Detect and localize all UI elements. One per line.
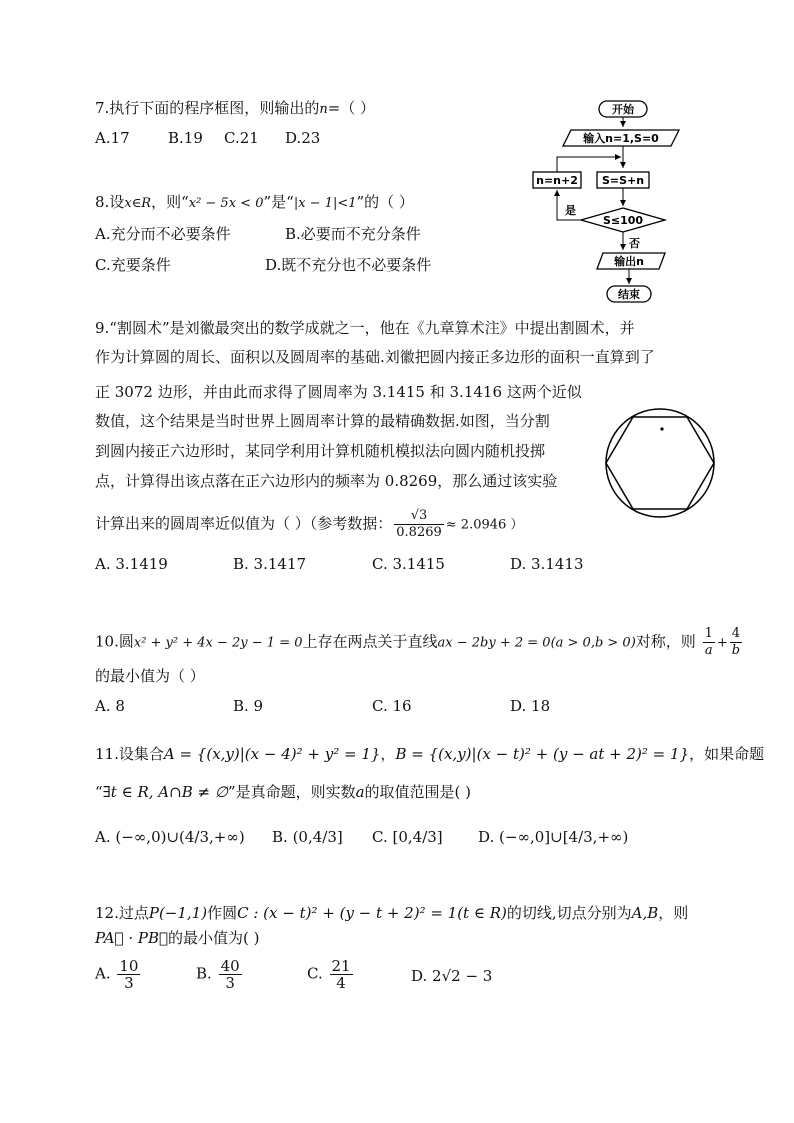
q12-stem: 12.过点P(−1,1)作圆C : (x − t)² + (y − t + 2)² = 1(t ∈ R)的切线,切点分别为A,B，则 xyxy=(95,904,689,922)
flow-left-box-label: n=n+2 xyxy=(536,174,578,187)
flow-end-label: 结束 xyxy=(618,288,640,301)
q8-stem: 8.设x∈R，则“x² − 5x < 0”是“|x − 1|<1”的（ ） xyxy=(95,193,414,211)
q12-option-b-fraction: $\frac{40}{3}$ xyxy=(220,957,240,992)
q12-option-c-fraction: $\frac{21}{4}$ xyxy=(331,957,351,992)
q11-option-b: B. (0,4/3] xyxy=(272,828,343,846)
q11-option-d: D. (−∞,0]∪[4/3,+∞) xyxy=(478,828,629,846)
q10-fraction-2: $\frac{4}{b}$ xyxy=(731,626,741,658)
q12-option-a-fraction: $\frac{10}{3}$ xyxy=(119,957,139,992)
inscribed-hexagon xyxy=(606,417,714,509)
q12-option-c: C. $\frac{21}{4}$ xyxy=(307,957,351,992)
q10-line-2: 的最小值为（ ） xyxy=(95,667,205,685)
q9-option-b: B. 3.1417 xyxy=(233,555,307,573)
q12-option-a: A. $\frac{10}{3}$ xyxy=(95,957,139,992)
flow-input-label: 输入n=1,S=0 xyxy=(583,132,659,145)
q10-option-a: A. 8 xyxy=(95,697,125,715)
flow-yes-label: 是 xyxy=(565,204,576,217)
q8-option-d: D.既不充分也不必要条件 xyxy=(265,256,432,274)
q9-option-d: D. 3.1413 xyxy=(510,555,584,573)
flow-no-label: 否 xyxy=(629,237,640,250)
q9-line-5: 到圆内接正六边形时，某同学利用计算机随机模拟法向圆内随机投掷 xyxy=(95,442,546,460)
q8-option-c: C.充要条件 xyxy=(95,256,171,274)
q11-line-2: “∃t ∈ R, A∩B ≠ ∅”是真命题，则实数a的取值范围是( ) xyxy=(95,783,472,801)
flow-decision-label: S≤100 xyxy=(602,214,644,227)
hexagon-circle-figure xyxy=(600,407,720,519)
q9-line-1: 9.“割圆术”是刘徽最突出的数学成就之一，他在《九章算术注》中提出割圆术，并 xyxy=(95,319,635,337)
flowchart xyxy=(525,95,685,307)
q9-line-7: 计算出来的圆周率近似值为（ ）（参考数据： $\frac{√3}{0.8269}$ ≈ 2.0946 ） xyxy=(95,508,524,540)
flow-sum-box-label: S=S+n xyxy=(601,174,645,187)
q12-line-2: PA⃗ · PB⃗的最小值为( ) xyxy=(95,929,260,947)
q11-option-a: A. (−∞,0)∪(4/3,+∞) xyxy=(95,828,245,846)
q9-ref-fraction: $\frac{√3}{0.8269}$ xyxy=(396,508,442,540)
q12-option-d: D. 2√2 − 3 xyxy=(411,967,493,985)
random-point xyxy=(660,427,663,430)
q9-line-3: 正 3072 边形，并由此而求得了圆周率为 3.1415 和 3.1416 这两个近似 xyxy=(95,383,582,401)
q10-stem: 10.圆x² + y² + 4x − 2y − 1 = 0上存在两点关于直线ax − 2by + 2 = 0(a > 0,b > 0)对称，则 $\frac{1}{a}$ + $\frac{4}{b}$ xyxy=(95,626,741,658)
q12-option-b: B. $\frac{40}{3}$ xyxy=(196,957,240,992)
q7-option-b: B.19 xyxy=(168,129,203,147)
q8-option-a: A.充分而不必要条件 xyxy=(95,225,231,243)
q10-option-c: C. 16 xyxy=(372,697,412,715)
q9-line-2: 作为计算圆的周长、面积以及圆周率的基础.刘徽把圆内接正多边形的面积一直算到了 xyxy=(95,348,655,366)
q7-option-d: D.23 xyxy=(285,129,321,147)
q10-fraction-1: $\frac{1}{a}$ xyxy=(704,626,713,658)
q7-stem: 7.执行下面的程序框图，则输出的n=（ ） xyxy=(95,99,376,117)
outer-circle xyxy=(606,409,714,517)
q7-option-a: A.17 xyxy=(95,129,130,147)
q11-option-c: C. [0,4/3] xyxy=(372,828,443,846)
q9-line-4: 数值，这个结果是当时世界上圆周率计算的最精确数据.如图，当分割 xyxy=(95,412,550,430)
q10-option-b: B. 9 xyxy=(233,697,264,715)
q9-option-c: C. 3.1415 xyxy=(372,555,445,573)
flow-output-label: 输出n xyxy=(614,255,644,268)
q8-option-b: B.必要而不充分条件 xyxy=(285,225,421,243)
q7-option-c: C.21 xyxy=(224,129,259,147)
q9-line-6: 点，计算得出该点落在正六边形内的频率为 0.8269，那么通过该实验 xyxy=(95,472,558,490)
q9-option-a: A. 3.1419 xyxy=(95,555,168,573)
q10-option-d: D. 18 xyxy=(510,697,551,715)
flow-start-label: 开始 xyxy=(612,103,634,116)
q11-stem: 11.设集合A = {(x,y)|(x − 4)² + y² = 1}，B = {(x,y)|(x − t)² + (y − at + 2)² = 1}，如果命题 xyxy=(95,745,765,763)
